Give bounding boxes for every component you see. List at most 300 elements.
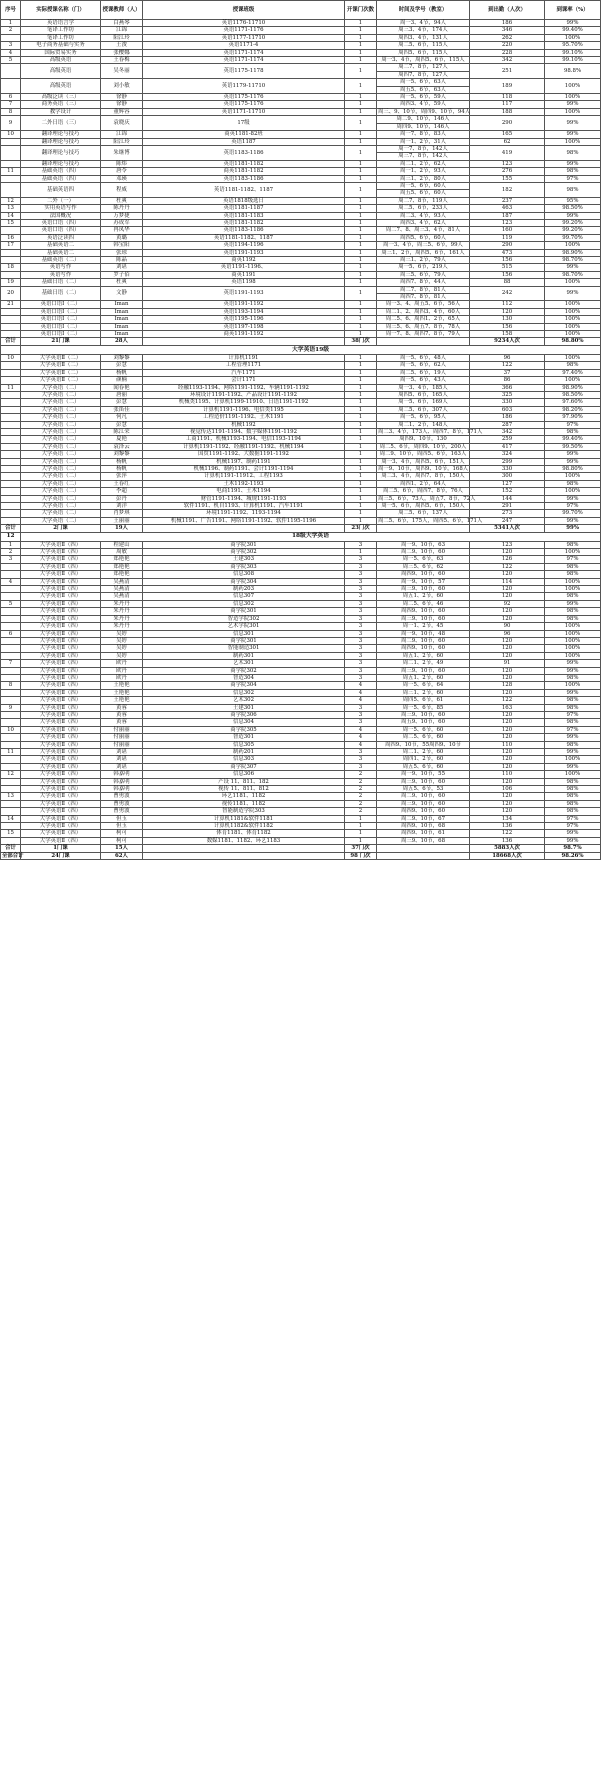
slot-cell: 周一3、4节，周四5、6节，151人 <box>377 458 470 465</box>
course-cell: 大学英语（二） <box>21 421 101 428</box>
count-cell: 346 <box>470 27 545 34</box>
rate-cell: 98% <box>545 674 601 681</box>
times-cell: 1 <box>345 549 377 556</box>
rate-cell: 99.70% <box>545 234 601 241</box>
times-cell: 1 <box>345 384 377 391</box>
table-row <box>1 549 601 556</box>
seq-cell <box>1 645 21 652</box>
seq-cell <box>1 615 21 622</box>
seq-cell <box>1 517 21 524</box>
class-cell: 计算机1191-11912、工程1193 <box>143 473 345 480</box>
class-cell: 信息307 <box>143 593 345 600</box>
slot-cell: 周二5、6节，115人 <box>377 42 470 49</box>
slot-cell: 周一5、6节，169人 <box>377 399 470 406</box>
slot-cell: 周二1、2节，62人 <box>377 160 470 167</box>
seq-cell <box>1 480 21 487</box>
table-row <box>1 384 601 391</box>
times-cell: 3 <box>345 600 377 607</box>
seq-cell: 合计 <box>1 845 21 852</box>
table-row <box>1 674 601 681</box>
times-cell: 98 门次 <box>345 852 377 859</box>
course-cell: 高级英语 <box>21 64 101 79</box>
seq-cell <box>1 689 21 696</box>
teacher-cell: 江锦 <box>101 27 143 34</box>
teacher-cell: 夏艳 <box>101 436 143 443</box>
course-cell: 大学英语（二） <box>21 465 101 472</box>
subtotal-row-major <box>1 338 601 345</box>
slot-cell: 周二5、6、周四1、2节，65人 <box>377 316 470 323</box>
teacher-cell: 阳江玲 <box>101 34 143 41</box>
table-row <box>1 763 601 770</box>
seq-cell <box>1 473 21 480</box>
class-cell: 机械1197、制药1191 <box>143 458 345 465</box>
header-teacher: 授课教师（人） <box>101 1 143 20</box>
class-cell: 英语1171-4 <box>143 42 345 49</box>
count-cell: 515 <box>470 264 545 271</box>
teacher-cell: 付丽丽 <box>101 741 143 748</box>
slot-cell: 周四9、10节，60 <box>377 645 470 652</box>
course-cell: 大学英语（二） <box>21 495 101 502</box>
class-cell: 英语1191-1193 <box>143 286 345 301</box>
teacher-cell: 刘小敏 <box>101 79 143 94</box>
table-row <box>1 108 601 115</box>
class-cell: 计算机1191-1192、经融1191-1192、机械1194 <box>143 443 345 450</box>
rate-cell: 100% <box>545 473 601 480</box>
teacher-cell: 闻春艳 <box>101 384 143 391</box>
class-cell: 计算机1182&软件1182 <box>143 823 345 830</box>
teacher-cell: 彭慧 <box>101 362 143 369</box>
class-cell: 商学院303 <box>143 563 345 570</box>
times-cell: 1 <box>345 421 377 428</box>
class-cell: 商英1192 <box>143 257 345 264</box>
class-cell: 商学院302 <box>143 667 345 674</box>
course-cell: 大学英语Ⅱ（四） <box>21 645 101 652</box>
slot-cell: 周一5、6节，60 <box>377 726 470 733</box>
seq-cell <box>1 436 21 443</box>
rate-cell: 99% <box>545 264 601 271</box>
class-cell: 工程造价1191-1192、土木1191 <box>143 414 345 421</box>
teacher-cell: 彭丹 <box>101 495 143 502</box>
rate-cell: 99.50% <box>545 443 601 450</box>
times-cell: 1 <box>345 212 377 219</box>
slot-cell: 周一7、8节，142人 <box>377 145 470 152</box>
times-cell: 2 <box>345 800 377 807</box>
seq-cell: 5 <box>1 600 21 607</box>
times-cell: 3 <box>345 719 377 726</box>
times-cell: 1 <box>345 830 377 837</box>
table-row <box>1 786 601 793</box>
times-cell: 4 <box>345 734 377 741</box>
class-cell: 商英1191 <box>143 271 345 278</box>
count-cell: 127 <box>470 480 545 487</box>
times-cell: 4 <box>345 689 377 696</box>
course-cell: 大学英语Ⅱ（四） <box>21 786 101 793</box>
seq-cell <box>1 421 21 428</box>
header-seq: 序号 <box>1 1 21 20</box>
course-cell: 翻译理论与技巧 <box>21 138 101 145</box>
table-row <box>1 414 601 421</box>
slot-cell: 周二1、2节，49 <box>377 660 470 667</box>
seq-cell <box>1 719 21 726</box>
slot-cell: 周四9、10节，60 <box>377 571 470 578</box>
course-cell: 英语泛读四 <box>21 234 101 241</box>
count-cell: 120 <box>470 549 545 556</box>
course-cell: 高级泛读（三） <box>21 94 101 101</box>
times-cell: 1 <box>345 271 377 278</box>
course-cell: 大学英语（二） <box>21 414 101 421</box>
course-cell: 大学英语Ⅱ（四） <box>21 541 101 548</box>
table-row <box>1 391 601 398</box>
table-row <box>1 600 601 607</box>
times-cell: 3 <box>345 749 377 756</box>
class-cell: 商学院301 <box>143 608 345 615</box>
class-cell: 英语1171-1176 <box>143 27 345 34</box>
teacher-cell: 袁泽云 <box>101 443 143 450</box>
teacher-cell: 阳江玲 <box>101 138 143 145</box>
rate-cell: 98% <box>545 615 601 622</box>
teacher-cell: 王艳艳 <box>101 682 143 689</box>
class-cell: 软件1191、机自1193、计算机1191、汽车1191 <box>143 503 345 510</box>
course-cell: 英语写作 <box>21 271 101 278</box>
times-cell: 1 <box>345 323 377 330</box>
class-cell: 商学院304 <box>143 682 345 689</box>
teacher-cell: Iman <box>101 331 143 338</box>
class-cell: 财管1191-1194、城规1191-1193 <box>143 495 345 502</box>
times-cell: 3 <box>345 660 377 667</box>
count-cell: 463 <box>470 205 545 212</box>
seq-cell <box>1 414 21 421</box>
class-cell: 英语1181-1182 <box>143 160 345 167</box>
slot-cell: 周四5、6节，61 <box>377 697 470 704</box>
slot-cell: 周四1、2节，60 <box>377 756 470 763</box>
count-cell: 330 <box>470 399 545 406</box>
table-row <box>1 741 601 748</box>
count-cell: 120 <box>470 586 545 593</box>
count-cell: 228 <box>470 49 545 56</box>
count-cell: 123 <box>470 160 545 167</box>
course-cell: 大学英语Ⅱ（四） <box>21 674 101 681</box>
class-cell: 信息306 <box>143 771 345 778</box>
rate-cell: 97% <box>545 823 601 830</box>
slot-cell: 周一9、10节，48 <box>377 630 470 637</box>
slot-cell: 周二5、6节，175人，周四5、6节，171人 <box>378 517 483 524</box>
slot-cell: 周四9、10节，61 <box>377 830 470 837</box>
seq-cell: 21 <box>1 301 21 308</box>
table-row <box>1 756 601 763</box>
slot-cell: 周四9、10节，130 <box>377 436 470 443</box>
rate-cell: 99.10% <box>545 49 601 56</box>
times-cell: 1 <box>345 197 377 204</box>
slot-cell: 周二5、6节，307人 <box>377 406 470 413</box>
rate-cell: 99% <box>545 660 601 667</box>
seq-cell: 12 <box>1 197 21 204</box>
rate-cell: 99.70% <box>545 510 601 517</box>
times-cell: 3 <box>345 704 377 711</box>
slot-cell: 周二5、6节，46 <box>377 600 470 607</box>
grand-total-row <box>1 852 601 859</box>
slot-cell: 周二1、2、周四3、4节，60人 <box>377 308 470 315</box>
class-cell: 计算机1191-1196、电信类1195 <box>143 406 345 413</box>
slot-cell: 周四9、10节，60 <box>377 808 470 815</box>
teacher-cell: 吴婷 <box>101 630 143 637</box>
count-cell: 473 <box>470 249 545 256</box>
count-cell: 120 <box>470 808 545 815</box>
count-cell: 120 <box>470 308 545 315</box>
times-cell: 1 <box>345 414 377 421</box>
table-row <box>1 578 601 585</box>
slot-cell <box>377 338 470 345</box>
class-cell: 电商1191、土木1194 <box>143 488 345 495</box>
table-row <box>1 79 601 86</box>
teacher-cell: 朱丹丹 <box>101 615 143 622</box>
rate-cell: 100% <box>545 242 601 249</box>
table-row <box>1 182 601 189</box>
course-cell: 大学英语Ⅱ（四） <box>21 623 101 630</box>
seq-cell <box>1 249 21 256</box>
table-row <box>1 234 601 241</box>
count-cell: 86 <box>470 377 545 384</box>
rate-cell: 100% <box>545 488 601 495</box>
teacher-cell: 程威 <box>101 182 143 197</box>
course-cell: 商务英语（三） <box>21 101 101 108</box>
times-cell: 4 <box>345 697 377 704</box>
teacher-cell: 彭慧 <box>101 399 143 406</box>
count-cell: 136 <box>470 837 545 844</box>
slot-cell: 周二7、8节，119人 <box>377 197 470 204</box>
count-cell: 120 <box>470 763 545 770</box>
table-row <box>1 593 601 600</box>
count-cell: 112 <box>470 301 545 308</box>
seq-cell <box>1 734 21 741</box>
course-cell: 大学英语Ⅱ（四） <box>21 726 101 733</box>
teacher-cell: Iman <box>101 301 143 308</box>
slot-cell: 周二9、10节，周四5、6节，163人 <box>377 451 470 458</box>
teacher-cell: 朱丹丹 <box>101 623 143 630</box>
table-row <box>1 219 601 226</box>
times-cell: 1 <box>345 145 377 160</box>
course-cell: 大学英语Ⅱ（四） <box>21 830 101 837</box>
table-row <box>1 473 601 480</box>
class-cell: 会计1171 <box>143 377 345 384</box>
teacher-cell: 欧丹 <box>101 667 143 674</box>
count-cell: 122 <box>470 563 545 570</box>
course-cell: 大学英语（二） <box>21 451 101 458</box>
teacher-cell: Iman <box>101 308 143 315</box>
header-times: 开课门次数 <box>345 1 377 20</box>
slot-cell <box>377 525 470 532</box>
times-cell: 1 <box>345 168 377 175</box>
slot-cell: 周四3、4节，131人 <box>377 34 470 41</box>
slot-cell: 周二3、4节，173人、周四7、8节，171人 <box>378 428 483 435</box>
class-cell: 计算机1181&软件1181 <box>143 815 345 822</box>
class-cell: 机械1196、制药1191、会计1191-1194 <box>143 465 345 472</box>
rate-cell: 98% <box>545 145 601 160</box>
seq-cell <box>1 138 21 145</box>
count-cell: 120 <box>470 719 545 726</box>
course-cell: 教学设计 <box>21 108 101 115</box>
seq-cell: 17 <box>1 242 21 249</box>
class-cell: 汽车1171 <box>143 369 345 376</box>
times-cell: 3 <box>345 645 377 652</box>
count-cell: 188 <box>470 108 545 115</box>
teacher-cell: 朱丹丹 <box>101 600 143 607</box>
times-cell: 1 <box>345 219 377 226</box>
class-cell: 信息301 <box>143 630 345 637</box>
slot-cell: 周四9、10节，68 <box>377 823 470 830</box>
teacher-cell: 黄蓉 <box>101 719 143 726</box>
table-row <box>1 249 601 256</box>
seq-cell <box>1 786 21 793</box>
seq-cell: 9 <box>1 704 21 711</box>
seq-cell <box>1 711 21 718</box>
course-cell: 英语口语（四） <box>21 219 101 226</box>
times-cell: 1 <box>345 480 377 487</box>
seq-cell <box>1 160 21 167</box>
course-cell: 大学英语Ⅱ（四） <box>21 711 101 718</box>
class-cell: 环境1191-1192、1193-1194 <box>143 510 345 517</box>
teacher-cell: 吴燕清 <box>101 578 143 585</box>
slot-cell: 周三1、2节，79人 <box>377 257 470 264</box>
table-row <box>1 630 601 637</box>
course-cell: 1门课 <box>21 845 101 852</box>
teacher-cell: Iman <box>101 323 143 330</box>
table-row <box>1 451 601 458</box>
teacher-cell: 王春梅 <box>101 57 143 64</box>
course-cell: 大学英语Ⅱ（四） <box>21 719 101 726</box>
times-cell: 1 <box>345 138 377 145</box>
seq-cell <box>1 756 21 763</box>
seq-cell: 14 <box>1 815 21 822</box>
rate-cell: 99% <box>545 495 601 502</box>
table-row <box>1 131 601 138</box>
rate-cell: 100% <box>545 301 601 308</box>
teacher-cell: 王丽丽 <box>101 517 143 524</box>
class-cell: 英语1171-1174 <box>143 49 345 56</box>
slot-cell: 周一3、4节，周四5、6节，115人 <box>377 57 470 64</box>
rate-cell: 98% <box>545 793 601 800</box>
teacher-cell: 肖梦琪 <box>101 510 143 517</box>
course-cell: 21门课 <box>21 338 101 345</box>
class-cell: 工商1191、机械1193-1194、电信1193-1194 <box>143 436 345 443</box>
slot-cell: 周一5、6节，60人 <box>377 182 470 189</box>
seq-cell <box>1 406 21 413</box>
table-row <box>1 286 601 293</box>
slot-cell: 周五1、2节，60 <box>377 674 470 681</box>
count-cell: 126 <box>470 556 545 563</box>
count-cell: 291 <box>470 503 545 510</box>
times-cell: 1 <box>345 308 377 315</box>
count-cell: 290 <box>470 116 545 131</box>
class-cell <box>143 852 345 859</box>
seq-cell <box>1 391 21 398</box>
seq-cell <box>1 697 21 704</box>
rate-cell: 97% <box>545 726 601 733</box>
slot-cell: 周一5、6节，95人 <box>377 414 470 421</box>
teacher-cell: 黄蓉 <box>101 704 143 711</box>
count-cell: 62 <box>470 138 545 145</box>
class-cell: 商学院305 <box>143 726 345 733</box>
count-cell: 123 <box>470 219 545 226</box>
course-cell: 大学英语Ⅱ（四） <box>21 608 101 615</box>
teacher-cell: 郑艳艳 <box>101 563 143 570</box>
class-cell: 机械类1195、计算机1199-11910、日语1191-1192 <box>143 399 345 406</box>
table-row <box>1 279 601 286</box>
seq-cell <box>1 652 21 659</box>
count-cell: 290 <box>470 242 545 249</box>
table-row <box>1 652 601 659</box>
course-cell: 大学英语Ⅱ（四） <box>21 771 101 778</box>
teacher-cell: 董辉容 <box>101 108 143 115</box>
rate-cell: 100% <box>545 682 601 689</box>
rate-cell: 98% <box>545 362 601 369</box>
course-cell: 大学英语Ⅱ（四） <box>21 763 101 770</box>
count-cell: 5883人次 <box>470 845 545 852</box>
count-cell: 242 <box>470 286 545 301</box>
count-cell: 276 <box>470 168 545 175</box>
slot-cell: 周二5、6节，周四7、8节，76人 <box>377 488 470 495</box>
subtotal-row-19 <box>1 525 601 532</box>
rate-cell: 98% <box>545 719 601 726</box>
times-cell: 1 <box>345 837 377 844</box>
slot-cell: 周五1、2节，60 <box>377 652 470 659</box>
slot-cell: 周四1、2节，64人 <box>377 480 470 487</box>
table-row <box>1 57 601 64</box>
class-cell: 智造301 <box>143 734 345 741</box>
count-cell: 259 <box>470 436 545 443</box>
table-row <box>1 749 601 756</box>
rate-cell: 98.80% <box>545 465 601 472</box>
times-cell: 1 <box>345 406 377 413</box>
slot-cell: 周三9、10节，60 <box>377 667 470 674</box>
times-cell: 1 <box>345 205 377 212</box>
slot-cell: 周二9、10节，60 <box>377 637 470 644</box>
table-row <box>1 42 601 49</box>
class-cell: 商学院307 <box>143 763 345 770</box>
slot-cell: 周一9、10节，63 <box>377 541 470 548</box>
rate-cell: 99% <box>545 160 601 167</box>
count-cell: 5341人次 <box>470 525 545 532</box>
table-row <box>1 443 601 450</box>
course-cell: 基础英语二 <box>21 249 101 256</box>
slot-cell: 周一7、8、周四7、8节，79人 <box>377 331 470 338</box>
table-row <box>1 406 601 413</box>
seq-cell: 16 <box>1 234 21 241</box>
teacher-cell: 付丽丽 <box>101 726 143 733</box>
times-cell: 1 <box>345 815 377 822</box>
times-cell: 1 <box>345 316 377 323</box>
table-row <box>1 94 601 101</box>
times-cell: 1 <box>345 57 377 64</box>
times-cell: 1 <box>345 391 377 398</box>
table-row <box>1 830 601 837</box>
teacher-cell: 吴燕清 <box>101 593 143 600</box>
rate-cell: 97% <box>545 175 601 182</box>
table-row <box>1 377 601 384</box>
course-cell: 大学英语Ⅱ（四） <box>21 749 101 756</box>
course-cell: 大学英语Ⅱ（四） <box>21 615 101 622</box>
class-cell: 体育1181、体育1182 <box>143 830 345 837</box>
course-cell: 大学英语Ⅱ（四） <box>21 600 101 607</box>
count-cell: 96 <box>470 630 545 637</box>
teacher-cell: Iman <box>101 316 143 323</box>
class-cell: 17级 <box>143 116 345 131</box>
table-row <box>1 704 601 711</box>
times-cell: 1 <box>345 279 377 286</box>
slot-cell: 周一5、6节，周四5、6节，150人 <box>377 503 470 510</box>
seq-cell <box>1 741 21 748</box>
table-row <box>1 308 601 315</box>
teacher-cell: 刘黎黎 <box>101 354 143 361</box>
